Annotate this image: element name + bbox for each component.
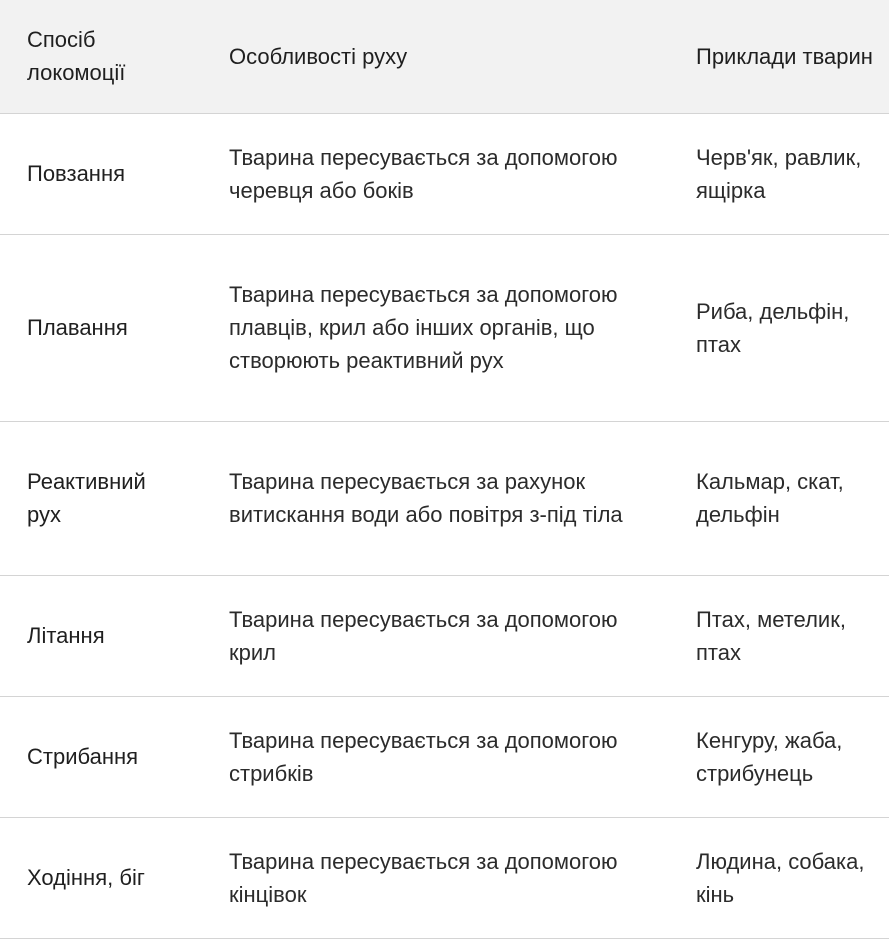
cell-features: Тварина пересувається за допомогою черевця або боків (202, 113, 669, 234)
cell-method: Плавання (0, 234, 202, 421)
cell-method: Стрибання (0, 696, 202, 817)
table-row (0, 696, 889, 817)
cell-features: Тварина пересувається за допомогою крил (202, 575, 669, 696)
cell-examples: Кенгуру, жаба, стрибунець (669, 696, 889, 817)
cell-examples: Кальмар, скат, дельфін (669, 421, 889, 575)
table-row (0, 817, 889, 938)
cell-method: Літання (0, 575, 202, 696)
cell-examples: Черв'як, равлик, ящірка (669, 113, 889, 234)
cell-features: Тварина пересувається за допомогою кінцівок (202, 817, 669, 938)
header-row (0, 0, 889, 113)
cell-examples: Птах, метелик, птах (669, 575, 889, 696)
table-header (0, 0, 889, 113)
cell-features: Тварина пересувається за допомогою стрибків (202, 696, 669, 817)
header-locomotion-method: Спосіб локомоції (0, 0, 202, 113)
header-animal-examples: Приклади тварин (669, 0, 889, 113)
cell-examples: Риба, дельфін, птах (669, 234, 889, 421)
cell-method: Реактивний рух (0, 421, 202, 575)
table-row (0, 575, 889, 696)
cell-method: Ходіння, біг (0, 817, 202, 938)
cell-examples: Людина, собака, кінь (669, 817, 889, 938)
table-row (0, 234, 889, 421)
cell-features: Тварина пересувається за рахунок витискання води або повітря з-під тіла (202, 421, 669, 575)
cell-method: Повзання (0, 113, 202, 234)
header-movement-features: Особливості руху (202, 0, 669, 113)
table-row (0, 421, 889, 575)
table-row (0, 113, 889, 234)
table-body (0, 113, 889, 938)
cell-features: Тварина пересувається за допомогою плавців, крил або інших органів, що створюють реактивний рух (202, 234, 669, 421)
